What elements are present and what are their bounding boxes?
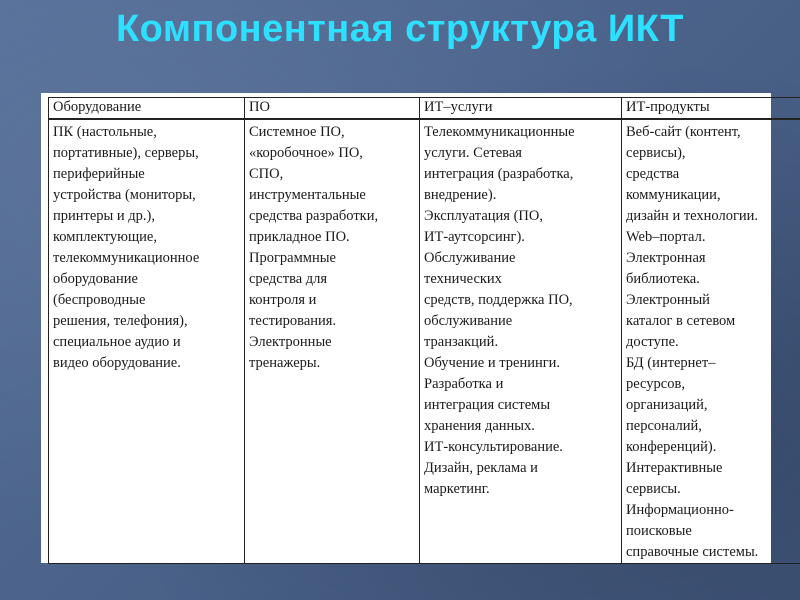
cell-text-line: услуги. Сетевая xyxy=(424,145,522,161)
table-image xyxy=(41,93,771,563)
cell-text-line: Обслуживание xyxy=(424,250,516,266)
cell-text-line: «коробочное» ПО, xyxy=(249,145,363,161)
cell-text-line: тренажеры. xyxy=(249,355,321,371)
cell-text-line: интеграция системы xyxy=(424,397,551,413)
cell-text-line: контроля и xyxy=(249,292,317,308)
cell-it-products xyxy=(622,119,800,564)
cell-text-line: инструментальные xyxy=(249,187,366,203)
ict-structure-table xyxy=(48,97,800,564)
cell-text-line: оборудование xyxy=(53,271,138,287)
cell-text-line: ресурсов, xyxy=(626,376,685,392)
cell-text-line: Дизайн, реклама и xyxy=(424,460,538,476)
table-row xyxy=(49,119,800,564)
cell-text-line: средства xyxy=(626,166,680,182)
cell-text-line: Web–портал. xyxy=(626,229,706,245)
cell-text-line: ПК (настольные, xyxy=(53,124,157,140)
cell-text-line: средства для xyxy=(249,271,328,287)
cell-text-line: конференций). xyxy=(626,439,717,455)
cell-text-line: маркетинг. xyxy=(424,481,490,497)
header-it-services: ИТ–услуги xyxy=(420,98,622,120)
cell-text-line: каталог в сетевом xyxy=(626,313,736,329)
cell-text-line: тестирования. xyxy=(249,313,337,329)
cell-text-line: прикладное ПО. xyxy=(249,229,350,245)
cell-text-line: ИТ-консультирование. xyxy=(424,439,563,455)
cell-text-line: Электронная xyxy=(626,250,706,266)
header-it-products: ИТ-продукты xyxy=(622,98,800,120)
cell-text-line: периферийные xyxy=(53,166,145,182)
cell-text-line: Телекоммуникационные xyxy=(424,124,575,140)
cell-text-line: Программные xyxy=(249,250,336,266)
cell-it-services xyxy=(420,119,622,564)
cell-text-line: организаций, xyxy=(626,397,708,413)
cell-text-line: Разработка и xyxy=(424,376,504,392)
cell-text-line: дизайн и технологии. xyxy=(626,208,759,224)
cell-text-line: Эксплуатация (ПО, xyxy=(424,208,543,224)
cell-text-line: доступе. xyxy=(626,334,679,350)
cell-text-line: транзакций. xyxy=(424,334,499,350)
cell-text-line: поисковые xyxy=(626,523,692,539)
cell-text-line: решения, телефония), xyxy=(53,313,188,329)
cell-text-line: принтеры и др.), xyxy=(53,208,156,224)
cell-text-line: интеграция (разработка, xyxy=(424,166,574,182)
cell-text-line: Обучение и тренинги. xyxy=(424,355,561,371)
cell-text-line: сервисы), xyxy=(626,145,686,161)
cell-text-line: ИТ-аутсорсинг). xyxy=(424,229,525,245)
cell-text-line: БД (интернет– xyxy=(626,355,716,371)
cell-text-line: коммуникации, xyxy=(626,187,721,203)
cell-text-line: библиотека. xyxy=(626,271,700,287)
cell-text-line: средств, поддержка ПО, xyxy=(424,292,573,308)
cell-text-line: Информационно- xyxy=(626,502,734,518)
cell-text-line: персоналий, xyxy=(626,418,702,434)
cell-text-line: СПО, xyxy=(249,166,284,182)
cell-text-line: телекоммуникационное xyxy=(53,250,200,266)
cell-hardware xyxy=(49,119,245,564)
cell-text-line: обслуживание xyxy=(424,313,513,329)
cell-text-line: сервисы. xyxy=(626,481,681,497)
cell-text-line: Интерактивные xyxy=(626,460,723,476)
cell-text-line: технических xyxy=(424,271,502,287)
cell-text-line: справочные системы. xyxy=(626,544,759,560)
cell-text-line: Электронные xyxy=(249,334,332,350)
cell-text-line: Электронный xyxy=(626,292,710,308)
slide-title: Компонентная структура ИКТ xyxy=(115,8,684,50)
cell-text-line: специальное аудио и xyxy=(53,334,181,350)
cell-text-line: устройства (мониторы, xyxy=(53,187,196,203)
cell-text-line: комплектующие, xyxy=(53,229,157,245)
header-software: ПО xyxy=(245,98,420,120)
table-header-row xyxy=(49,98,800,120)
cell-text-line: хранения данных. xyxy=(424,418,535,434)
cell-text-line: средства разработки, xyxy=(249,208,379,224)
cell-software xyxy=(245,119,420,564)
cell-text-line: Системное ПО, xyxy=(249,124,345,140)
cell-text-line: (беспроводные xyxy=(53,292,146,308)
header-hardware: Оборудование xyxy=(49,98,245,120)
cell-text-line: видео оборудование. xyxy=(53,355,181,371)
cell-text-line: портативные), серверы, xyxy=(53,145,199,161)
cell-text-line: Веб-сайт (контент, xyxy=(626,124,741,140)
cell-text-line: внедрение). xyxy=(424,187,497,203)
